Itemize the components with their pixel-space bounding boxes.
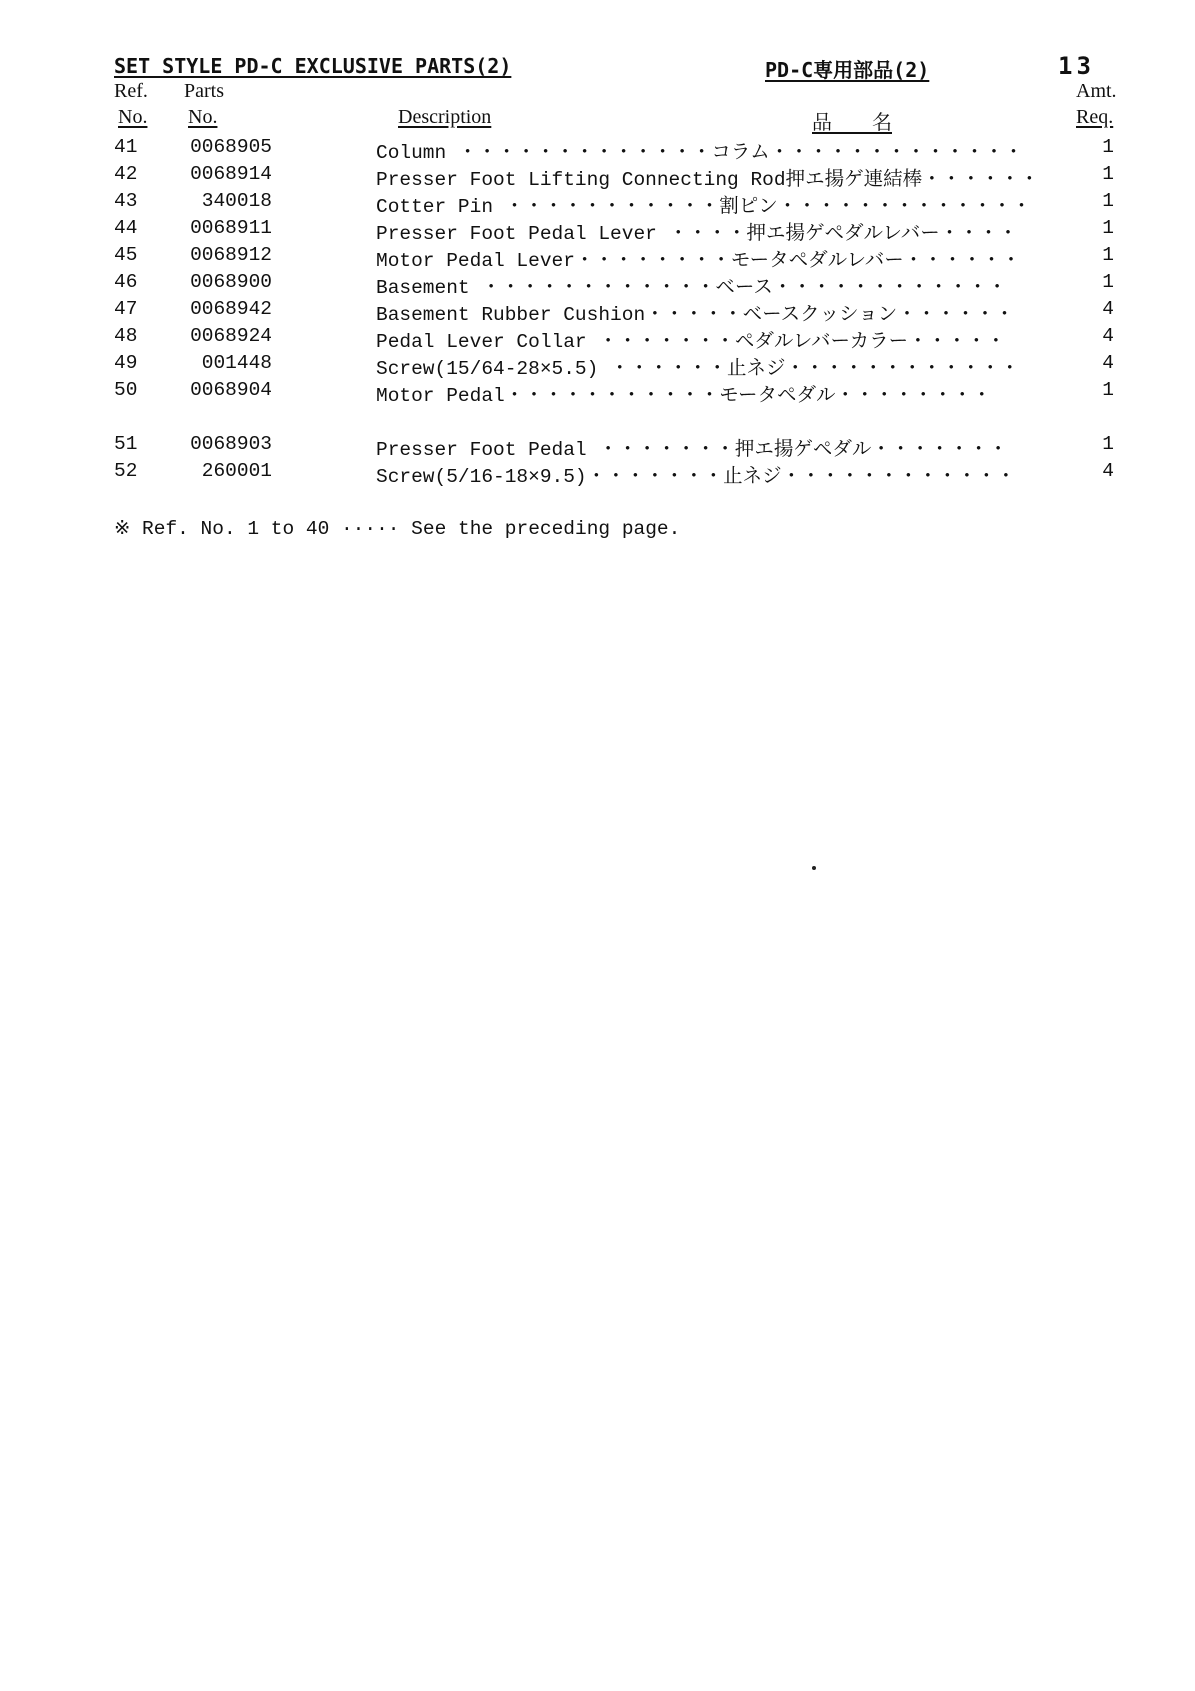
- amount-required: 1: [1102, 379, 1114, 401]
- table-row: [0, 190, 1195, 217]
- part-number: 0068904: [190, 379, 272, 401]
- col-description-label: Description: [398, 106, 492, 128]
- page-number: 13: [1058, 52, 1095, 80]
- amount-required: 4: [1102, 325, 1114, 347]
- ref-number: 43: [114, 190, 138, 212]
- part-number: 0068903: [190, 433, 272, 455]
- amount-required: 1: [1102, 163, 1114, 185]
- table-row: [0, 352, 1195, 379]
- ref-number: 48: [114, 325, 138, 347]
- amount-required: 1: [1102, 433, 1114, 455]
- col-parts-no-label: No.: [188, 106, 218, 128]
- part-number: 340018: [201, 190, 272, 212]
- ref-number: 51: [114, 433, 138, 455]
- part-number: 0068942: [190, 298, 272, 320]
- part-number: 001448: [201, 352, 272, 374]
- ref-number: 41: [114, 136, 138, 158]
- part-number: 0068911: [190, 217, 272, 239]
- ref-number: 50: [114, 379, 138, 401]
- page-title: SET STYLE PD-C EXCLUSIVE PARTS(2): [114, 54, 512, 78]
- table-row: [0, 163, 1195, 190]
- table-row: [0, 136, 1195, 163]
- amount-required: 1: [1102, 190, 1114, 212]
- table-row: [0, 325, 1195, 352]
- col-jp-name-label: 品 名: [812, 112, 892, 134]
- page-title-japanese: PD-C専用部品(2): [765, 58, 930, 82]
- table-row: [0, 244, 1195, 271]
- ref-number: 46: [114, 271, 138, 293]
- col-amt-label: Amt.: [1076, 80, 1117, 102]
- part-number: 260001: [201, 460, 272, 482]
- table-row: [0, 298, 1195, 325]
- part-number: 0068912: [190, 244, 272, 266]
- part-description: Presser Foot Pedal Lever ・・・・押エ揚ゲペダルレバー・・・・: [376, 223, 1018, 245]
- amount-required: 1: [1102, 244, 1114, 266]
- part-description: Screw(5/16-18×9.5)・・・・・・・止ネジ・・・・・・・・・・・・: [376, 466, 1016, 488]
- amount-required: 4: [1102, 460, 1114, 482]
- part-number: 0068905: [190, 136, 272, 158]
- part-description: Column ・・・・・・・・・・・・・コラム・・・・・・・・・・・・・: [376, 142, 1024, 164]
- col-parts-label: Parts: [184, 80, 224, 102]
- ref-number: 44: [114, 217, 138, 239]
- table-row: [0, 433, 1195, 460]
- table-row: [0, 379, 1195, 406]
- part-description: Presser Foot Lifting Connecting Rod押エ揚ゲ連結棒・・・・・・: [376, 169, 1040, 191]
- part-description: Basement ・・・・・・・・・・・・ベース・・・・・・・・・・・・: [376, 277, 1007, 299]
- part-description: Presser Foot Pedal ・・・・・・・押エ揚ゲペダル・・・・・・・: [376, 439, 1008, 461]
- amount-required: 4: [1102, 298, 1114, 320]
- ref-number: 49: [114, 352, 138, 374]
- amount-required: 1: [1102, 271, 1114, 293]
- ref-number: 42: [114, 163, 138, 185]
- part-description: Motor Pedal・・・・・・・・・・・モータペダル・・・・・・・・: [376, 385, 992, 407]
- amount-required: 1: [1102, 217, 1114, 239]
- part-description: Cotter Pin ・・・・・・・・・・・割ピン・・・・・・・・・・・・・: [376, 196, 1032, 218]
- table-row: [0, 271, 1195, 298]
- footnote: ※ Ref. No. 1 to 40 ····· See the preceding page.: [114, 518, 681, 540]
- part-description: Motor Pedal Lever・・・・・・・・モータペダルレバー・・・・・・: [376, 250, 1021, 272]
- amount-required: 1: [1102, 136, 1114, 158]
- col-req-label: Req.: [1076, 106, 1114, 128]
- part-number: 0068914: [190, 163, 272, 185]
- scan-speck: [812, 866, 816, 870]
- col-ref-label: Ref.: [114, 80, 148, 102]
- col-ref-no-label: No.: [118, 106, 148, 128]
- ref-number: 45: [114, 244, 138, 266]
- part-description: Basement Rubber Cushion・・・・・ベースクッション・・・・・・: [376, 304, 1015, 326]
- table-row: [0, 217, 1195, 244]
- table-row: [0, 460, 1195, 487]
- amount-required: 4: [1102, 352, 1114, 374]
- part-number: 0068924: [190, 325, 272, 347]
- ref-number: 47: [114, 298, 138, 320]
- parts-table: [0, 136, 1195, 487]
- part-number: 0068900: [190, 271, 272, 293]
- ref-number: 52: [114, 460, 138, 482]
- part-description: Screw(15/64-28×5.5) ・・・・・・止ネジ・・・・・・・・・・・・: [376, 358, 1020, 380]
- part-description: Pedal Lever Collar ・・・・・・・ペダルレバーカラー・・・・・: [376, 331, 1006, 353]
